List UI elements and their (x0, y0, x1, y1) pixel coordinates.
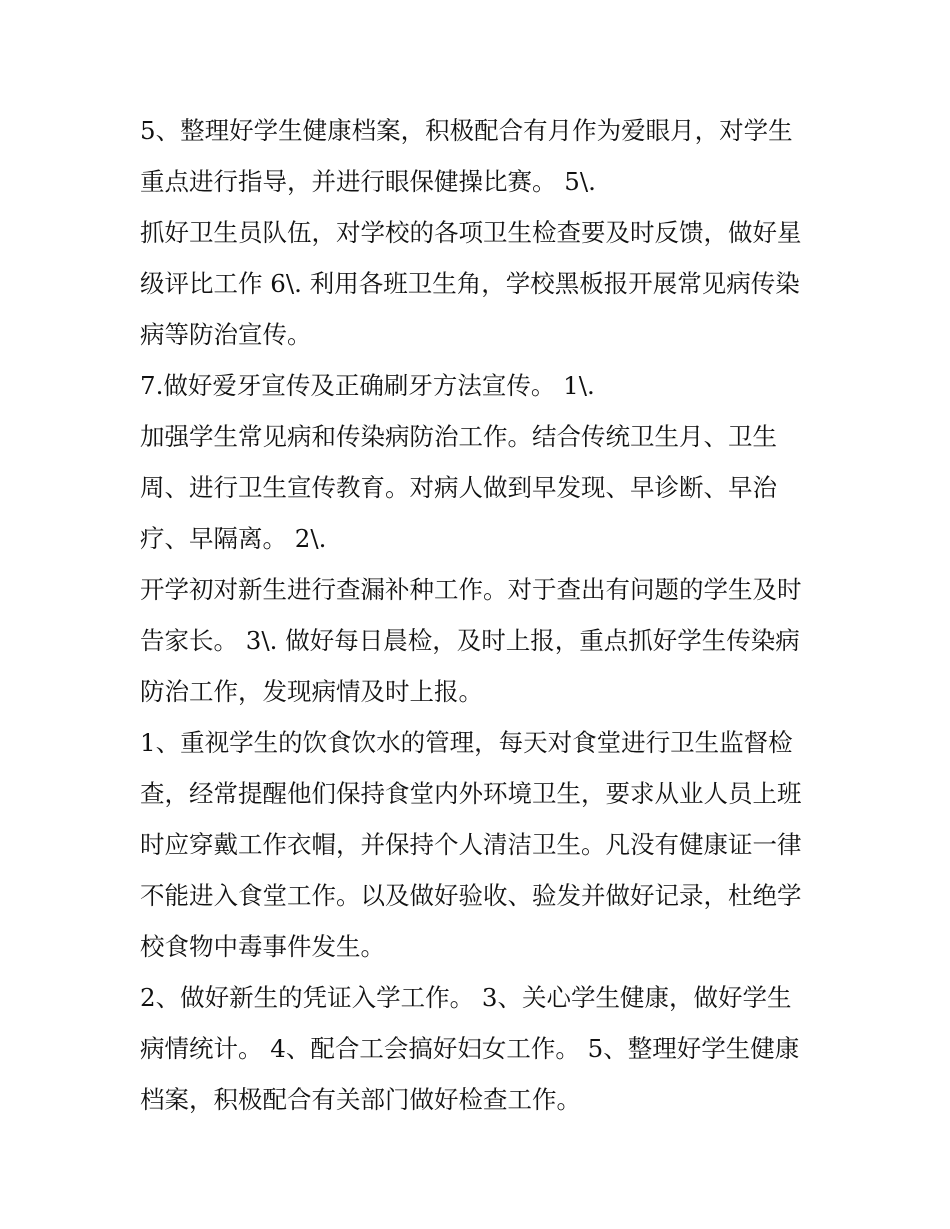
text-line: 开学初对新生进行查漏补种工作。对于查出有问题的学生及时 (140, 575, 802, 604)
text-line: 校食物中毒事件发生。 (140, 932, 385, 961)
text-line: 重点进行指导，并进行眼保健操比赛。 5\. (140, 167, 596, 196)
text-line: 告家长。 3\. 做好每日晨检，及时上报，重点抓好学生传染病 (140, 626, 800, 655)
text-line: 1、重视学生的饮食饮水的管理，每天对食堂进行卫生监督检 (140, 728, 793, 757)
text-line: 防治工作，发现病情及时上报。 (140, 677, 483, 706)
text-line: 7.做好爱牙宣传及正确刷牙方法宣传。 1\. (140, 371, 595, 400)
text-line: 不能进入食堂工作。以及做好验收、验发并做好记录，杜绝学 (140, 881, 802, 910)
text-line: 周、进行卫生宣传教育。对病人做到早发现、早诊断、早治 (140, 473, 777, 502)
text-line: 加强学生常见病和传染病防治工作。结合传统卫生月、卫生 (140, 422, 777, 451)
text-line: 查，经常提醒他们保持食堂内外环境卫生，要求从业人员上班 (140, 779, 802, 808)
text-line: 病等防治宣传。 (140, 320, 312, 349)
text-line: 档案，积极配合有关部门做好检查工作。 (140, 1085, 581, 1114)
text-line: 抓好卫生员队伍，对学校的各项卫生检查要及时反馈，做好星 (140, 218, 802, 247)
text-line: 2、做好新生的凭证入学工作。 3、关心学生健康，做好学生 (140, 983, 792, 1012)
text-line: 级评比工作 6\. 利用各班卫生角，学校黑板报开展常见病传染 (140, 269, 800, 298)
text-line: 疗、早隔离。 2\. (140, 524, 327, 553)
document-body (140, 105, 820, 1125)
text-line: 病情统计。 4、配合工会搞好妇女工作。 5、整理好学生健康 (140, 1034, 800, 1063)
text-line: 5、整理好学生健康档案，积极配合有月作为爱眼月，对学生 (140, 116, 793, 145)
text-line: 时应穿戴工作衣帽，并保持个人清洁卫生。凡没有健康证一律 (140, 830, 802, 859)
